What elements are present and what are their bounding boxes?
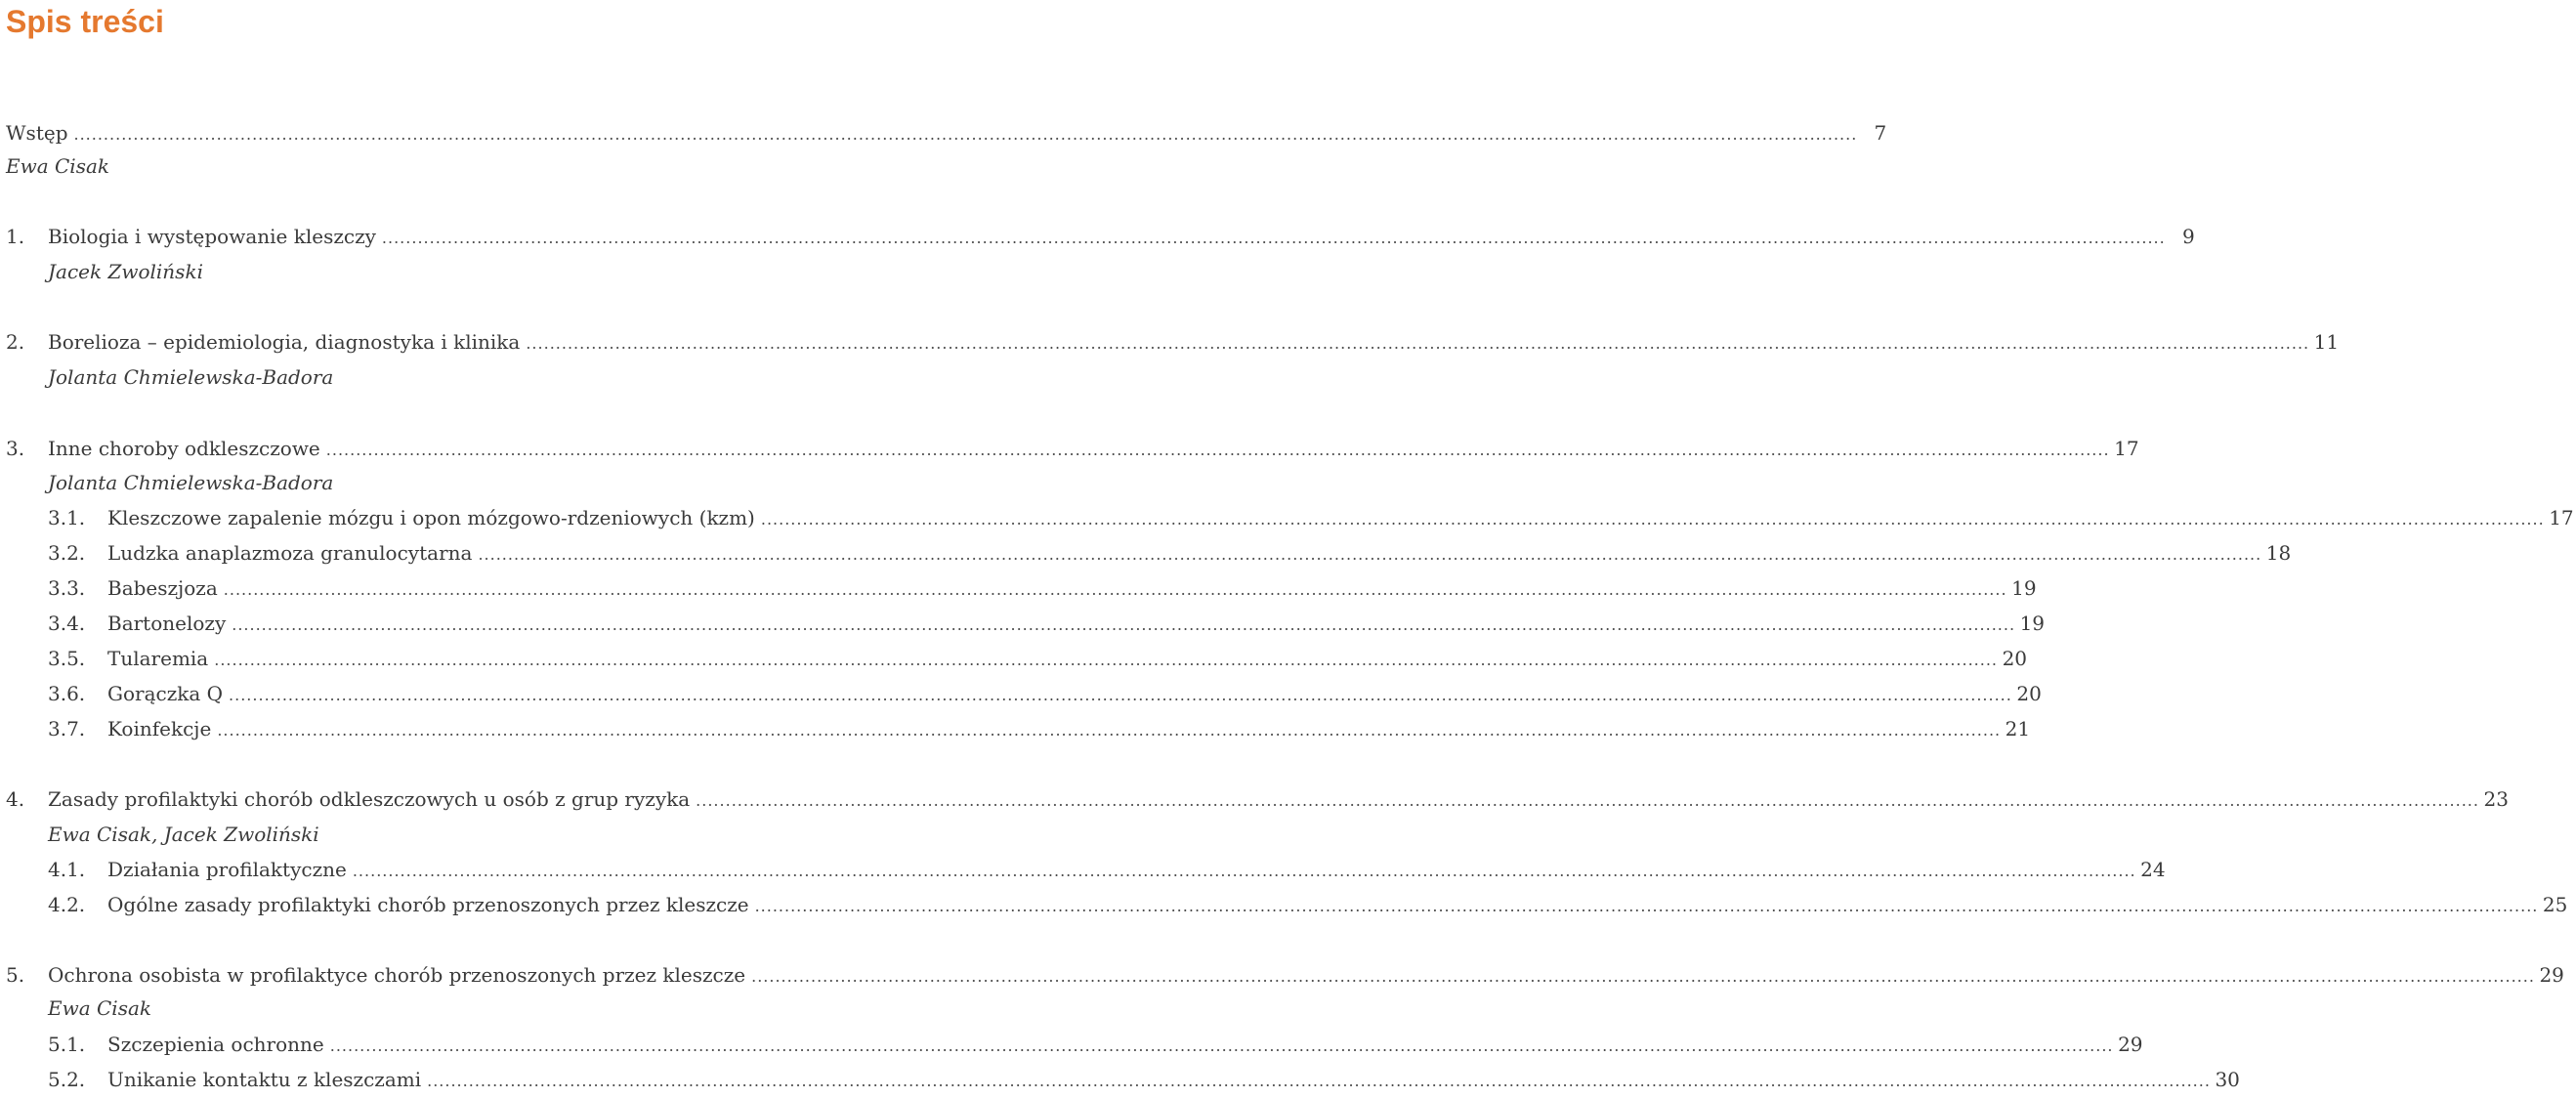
toc-page-number: 30 <box>2215 1068 2240 1091</box>
toc-entry-section-3-6[interactable] <box>0 676 2042 711</box>
toc-entry-label: Tularemia <box>107 647 209 670</box>
toc-entry-number: 5.1. <box>48 1033 86 1056</box>
toc-entry-label: Wstęp <box>6 121 68 145</box>
toc-entry-section-3-1[interactable] <box>0 500 2574 535</box>
toc-entry-chapter-4[interactable] <box>0 782 2509 817</box>
toc-entry-row <box>107 500 2574 537</box>
toc-author: Jacek Zwoliński <box>48 260 203 283</box>
toc-entry-section-4-1[interactable] <box>0 852 2166 887</box>
leader-dots: ............................................................................................................................................................................................................................................................................................................ <box>754 897 2539 915</box>
toc-page-number: 25 <box>2542 893 2568 916</box>
toc-entry-section-5-1[interactable] <box>0 1027 2143 1062</box>
toc-entry-section-4-2[interactable] <box>0 887 2568 922</box>
toc-entry-number: 3.2. <box>48 541 86 565</box>
leader-dots: ............................................................................................................................................................................................................................................................................................................ <box>751 967 2535 986</box>
toc-entry-number: 5. <box>6 963 25 987</box>
toc-entry-number: 4.2. <box>48 893 86 916</box>
toc-entry-label: Ochrona osobista w profilaktyce chorób przenoszonych przez kleszcze <box>48 963 746 987</box>
toc-entry-row <box>48 324 2340 361</box>
toc-author: Ewa Cisak <box>6 154 110 178</box>
toc-page-number: 29 <box>2118 1033 2143 1056</box>
toc-entry-section-3-3[interactable] <box>0 571 2037 606</box>
toc-entry-row <box>48 957 2564 994</box>
toc-entry-label: Kleszczowe zapalenie mózgu i opon mózgowo-rdzeniowych (kzm) <box>107 506 755 529</box>
toc-entry-label: Babeszjoza <box>107 576 218 600</box>
toc-entry-row <box>107 571 2037 608</box>
toc-entry-number: 3.6. <box>48 682 86 705</box>
toc-author: Ewa Cisak, Jacek Zwoliński <box>48 823 319 846</box>
leader-dots: ............................................................................................................................................................................................................................................................................................................ <box>329 1036 2114 1055</box>
toc-entry-number: 3.7. <box>48 717 86 740</box>
toc-entry-number: 4. <box>6 787 25 811</box>
toc-entry-number: 2. <box>6 330 25 354</box>
toc-entry-label: Koinfekcje <box>107 717 212 740</box>
toc-page-number: 19 <box>2019 612 2046 635</box>
toc-entry-label: Inne choroby odkleszczowe <box>48 437 320 460</box>
toc-entry-row <box>107 1027 2143 1064</box>
toc-entry-section-3-7[interactable] <box>0 711 2031 746</box>
toc-entry-number: 4.1. <box>48 858 86 881</box>
toc-page-number: 7 <box>1874 121 1887 145</box>
toc-page-number: 23 <box>2483 787 2509 811</box>
leader-dots: ............................................................................................................................................................................................................................................................................................................ <box>232 615 2016 634</box>
toc-entry-row <box>107 852 2166 889</box>
toc-entry-row <box>107 711 2031 748</box>
page-title: Spis treści <box>6 4 164 39</box>
toc-entry-section-3-4[interactable] <box>0 606 2046 641</box>
toc-entry-row <box>107 606 2046 643</box>
toc-entry-chapter-3[interactable] <box>0 431 2139 466</box>
toc-entry-chapter-2[interactable] <box>0 324 2340 359</box>
toc-page-number: 19 <box>2011 576 2037 600</box>
toc-author: Jolanta Chmielewska-Badora <box>48 365 334 389</box>
toc-page-number: 20 <box>2002 647 2028 670</box>
toc-entry-chapter-1[interactable] <box>0 219 2195 254</box>
leader-dots: ............................................................................................................................................................................................................................................................................................................ <box>696 791 2479 810</box>
toc-entry-label: Gorączka Q <box>107 682 224 705</box>
toc-entry-section-5-2[interactable] <box>0 1062 2240 1097</box>
toc-page-number: 17 <box>2114 437 2139 460</box>
toc-entry-row <box>107 887 2568 924</box>
toc-author: Ewa Cisak <box>48 996 152 1020</box>
leader-dots: ............................................................................................................................................................................................................................................................................................................ <box>381 229 2166 247</box>
leader-dots: ............................................................................................................................................................................................................................................................................................................ <box>325 441 2110 459</box>
leader-dots: ............................................................................................................................................................................................................................................................................................................ <box>229 686 2012 704</box>
toc-entry-intro[interactable] <box>0 115 1887 150</box>
toc-page-number: 11 <box>2313 330 2340 354</box>
toc-page-number: 18 <box>2265 541 2292 565</box>
leader-dots: ............................................................................................................................................................................................................................................................................................................ <box>73 125 1858 144</box>
leader-dots: ............................................................................................................................................................................................................................................................................................................ <box>760 510 2545 528</box>
toc-author: Jolanta Chmielewska-Badora <box>48 471 334 494</box>
toc-entry-row <box>107 641 2028 678</box>
leader-dots: ............................................................................................................................................................................................................................................................................................................ <box>214 651 1999 669</box>
toc-page-number: 21 <box>2005 717 2031 740</box>
toc-page-number: 9 <box>2181 225 2195 248</box>
toc-entry-chapter-5[interactable] <box>0 957 2564 993</box>
toc-entry-row <box>48 431 2139 468</box>
toc-entry-number: 3.5. <box>48 647 86 670</box>
toc-page-number: 17 <box>2549 506 2574 529</box>
toc-entry-label: Ludzka anaplazmoza granulocytarna <box>107 541 473 565</box>
toc-entry-label: Borelioza – epidemiologia, diagnostyka i klinika <box>48 330 521 354</box>
leader-dots: ............................................................................................................................................................................................................................................................................................................ <box>526 334 2310 353</box>
toc-entry-row <box>107 676 2042 713</box>
leader-dots: ............................................................................................................................................................................................................................................................................................................ <box>427 1072 2211 1090</box>
toc-entry-label: Bartonelozy <box>107 612 227 635</box>
leader-dots: ............................................................................................................................................................................................................................................................................................................ <box>478 545 2262 564</box>
toc-entry-row <box>48 782 2509 819</box>
toc-page-number: 24 <box>2140 858 2166 881</box>
toc-entry-number: 3. <box>6 437 25 460</box>
toc-entry-row <box>107 1062 2240 1099</box>
toc-entry-row <box>107 535 2292 572</box>
toc-entry-label: Działania profilaktyczne <box>107 858 347 881</box>
toc-entry-label: Szczepienia ochronne <box>107 1033 324 1056</box>
leader-dots: ............................................................................................................................................................................................................................................................................................................ <box>223 580 2007 599</box>
toc-entry-row <box>48 219 2195 256</box>
toc-page-number: 29 <box>2539 963 2564 987</box>
toc-entry-label: Unikanie kontaktu z kleszczami <box>107 1068 422 1091</box>
toc-entry-number: 3.3. <box>48 576 86 600</box>
toc-entry-section-3-5[interactable] <box>0 641 2028 676</box>
leader-dots: ............................................................................................................................................................................................................................................................................................................ <box>352 862 2136 880</box>
toc-entry-number: 5.2. <box>48 1068 86 1091</box>
toc-entry-label: Ogólne zasady profilaktyki chorób przenoszonych przez kleszcze <box>107 893 749 916</box>
toc-entry-number: 3.4. <box>48 612 86 635</box>
toc-entry-row <box>6 115 1887 152</box>
toc-entry-number: 3.1. <box>48 506 86 529</box>
toc-page-number: 20 <box>2016 682 2042 705</box>
toc-entry-label: Biologia i występowanie kleszczy <box>48 225 376 248</box>
toc-entry-number: 1. <box>6 225 25 248</box>
toc-entry-label: Zasady profilaktyki chorób odkleszczowych u osób z grup ryzyka <box>48 787 691 811</box>
leader-dots: ............................................................................................................................................................................................................................................................................................................ <box>217 721 2002 740</box>
toc-entry-section-3-2[interactable] <box>0 535 2292 571</box>
